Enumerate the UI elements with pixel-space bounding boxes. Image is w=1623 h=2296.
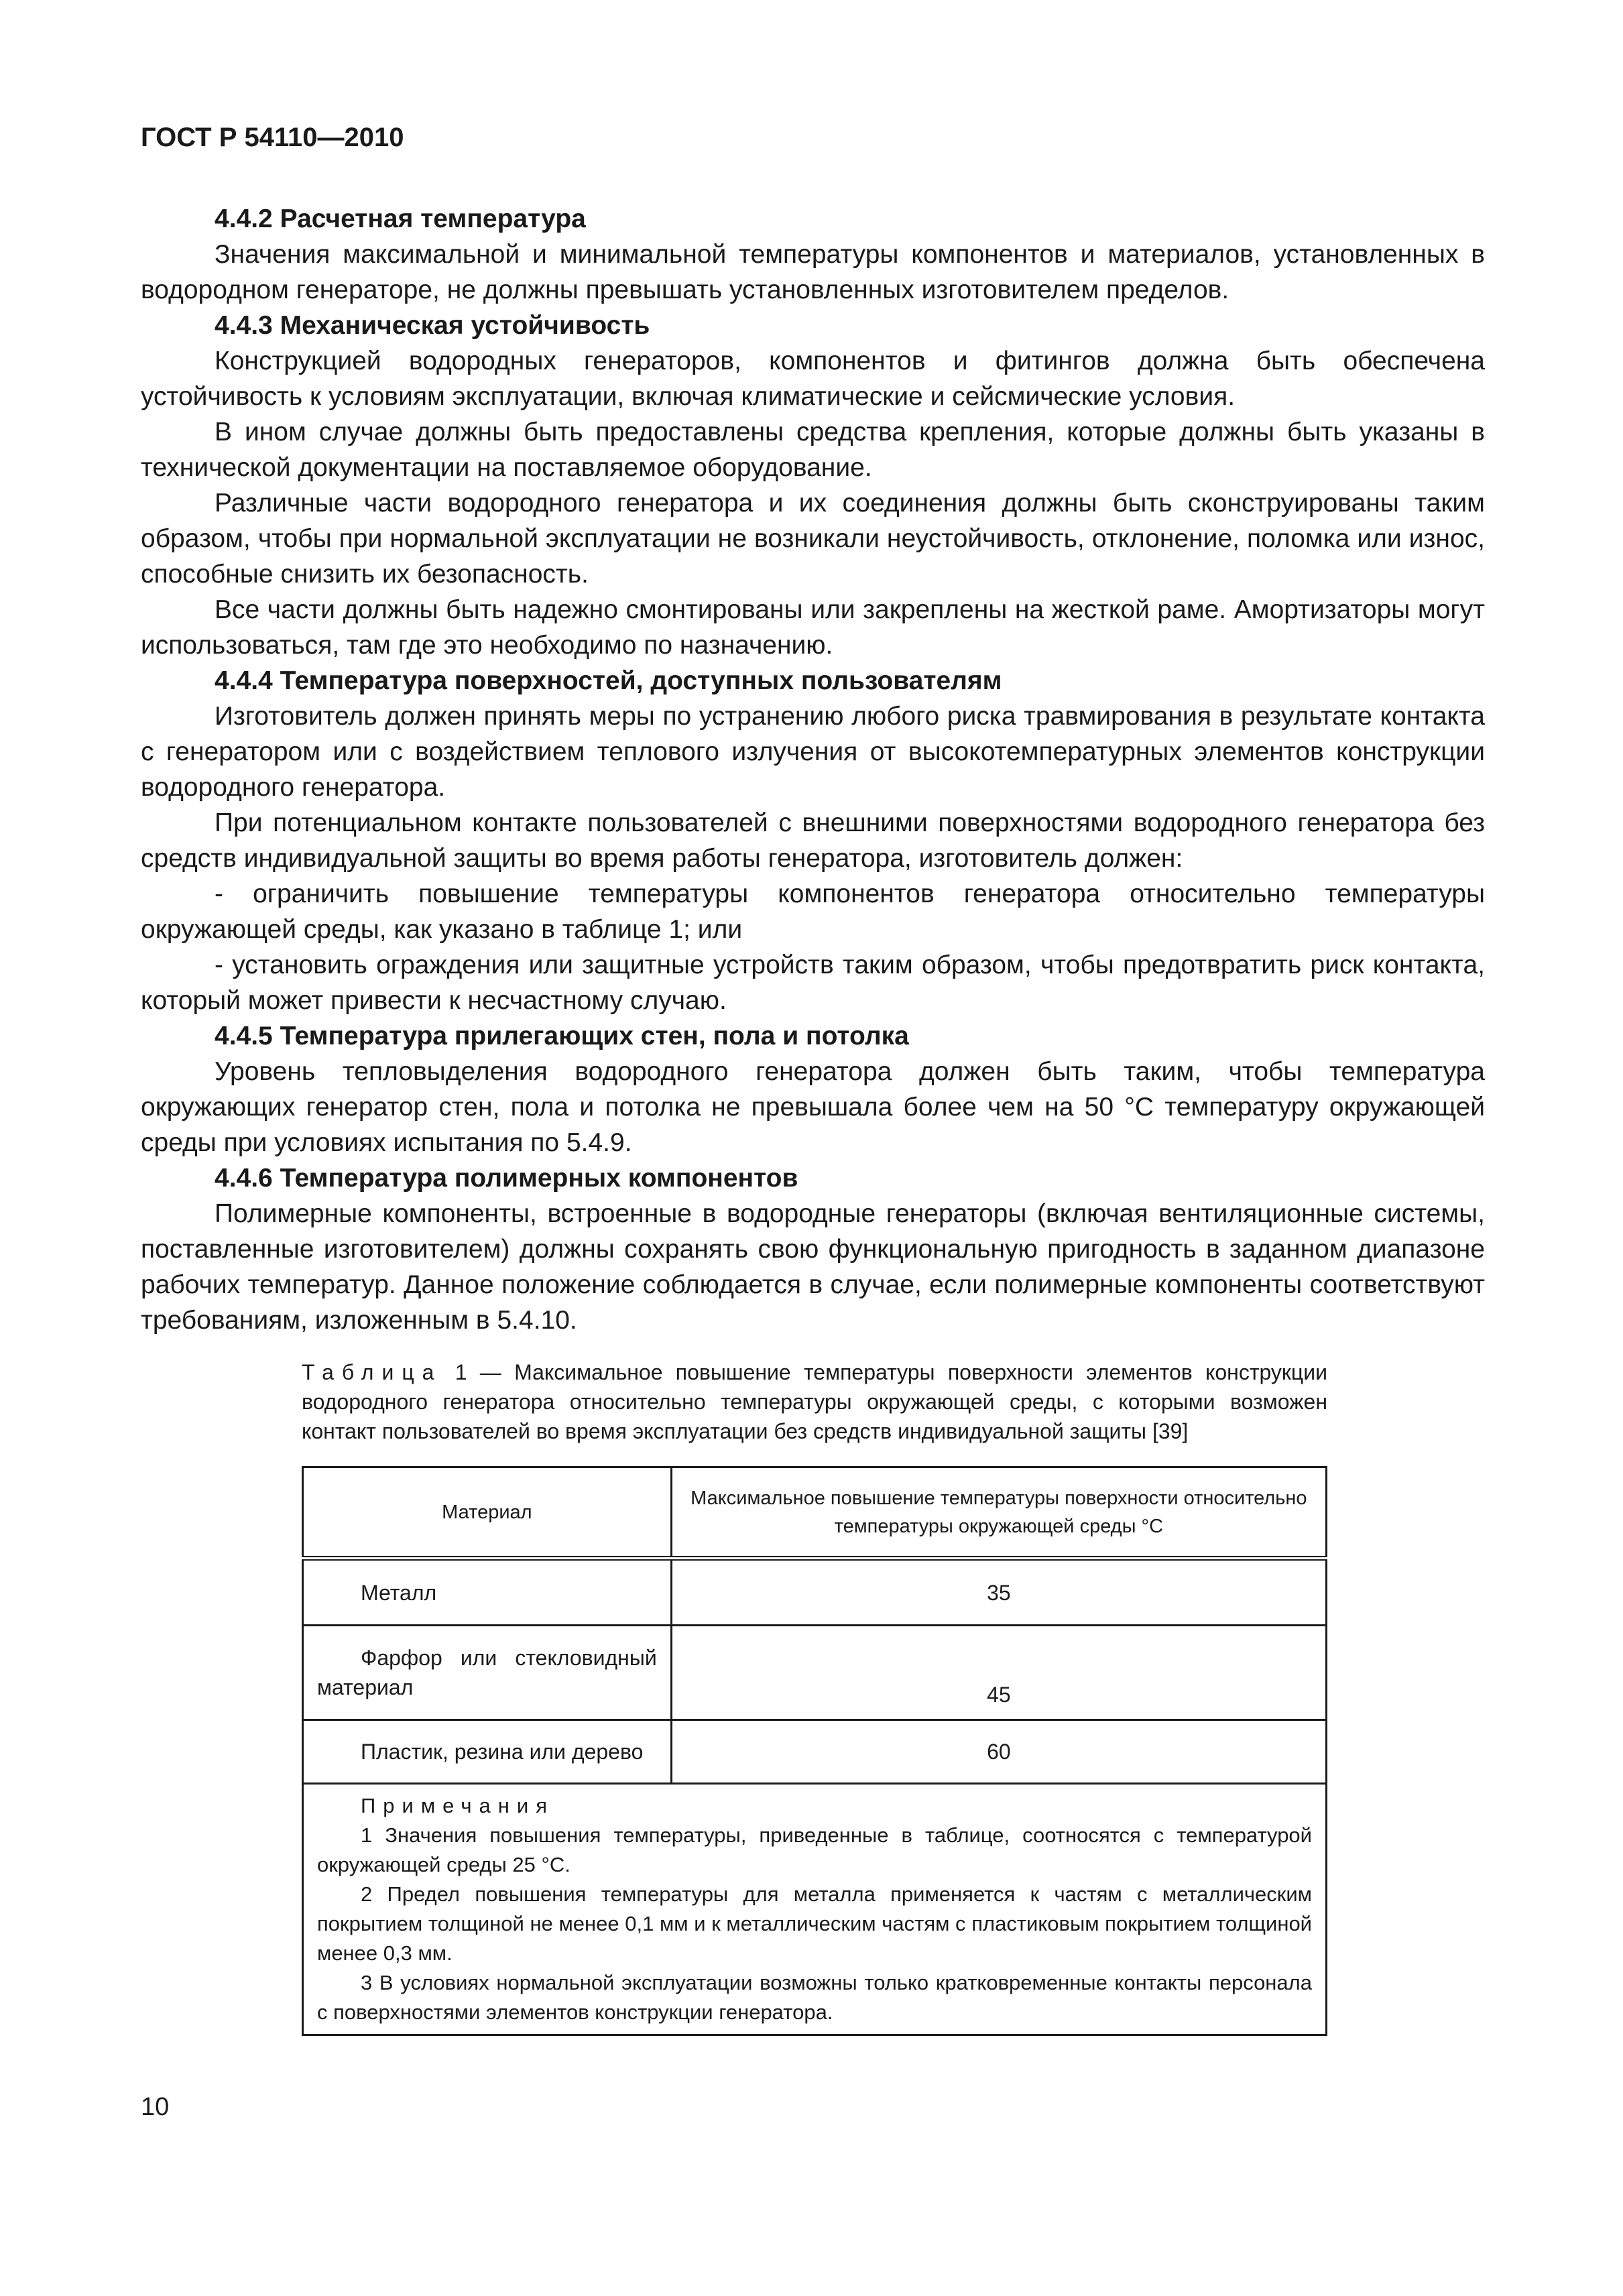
- material-cell: [303, 1626, 672, 1720]
- section-heading: 4.4.3 Механическая устойчивость: [215, 311, 650, 340]
- table-row: [303, 1559, 1327, 1626]
- table-caption: [302, 1357, 1327, 1446]
- paragraph: Значения максимальной и минимальной температуры компонентов и материалов, установленных в водородном генераторе, не должны превышать установленных изготовителем пределов.: [141, 240, 1485, 304]
- section-heading: 4.4.4 Температура поверхностей, доступных пользователям: [215, 666, 1002, 695]
- table-caption-label: Таблица: [302, 1360, 442, 1384]
- section-heading: 4.4.5 Температура прилегающих стен, пола и потолка: [215, 1022, 909, 1050]
- paragraph: Уровень тепловыделения водородного генератора должен быть таким, чтобы температура окружающих генератор стен, пола и потолка не превышала более чем на 50 °С температуру окружающей среды при условиях испытания по 5.4.9.: [141, 1057, 1485, 1157]
- value-cell: 60: [671, 1720, 1326, 1784]
- list-item: - установить ограждения или защитные устройств таким образом, чтобы предотвратить риск контакта, который может привести к несчастному случаю.: [141, 951, 1485, 1015]
- column-header-material: Материал: [303, 1467, 672, 1559]
- paragraph: Все части должны быть надежно смонтированы или закреплены на жесткой раме. Амортизаторы могут использоваться, там где это необходимо по назначению.: [141, 595, 1485, 660]
- note-item: 3 В условиях нормальной эксплуатации возможны только кратковременные контакты персонала с поверхностями элементов конструкции генератора.: [317, 1971, 1312, 2024]
- paragraph: Конструкцией водородных генераторов, компонентов и фитингов должна быть обеспечена устойчивость к условиям эксплуатации, включая климатические и сейсмические условия.: [141, 347, 1485, 411]
- section-4-4-6: [141, 1160, 1485, 1338]
- table-header-row: [303, 1467, 1327, 1559]
- column-header-max-rise: Максимальное повышение температуры поверхности относительно температуры окружающей среды °С: [671, 1467, 1326, 1559]
- section-4-4-4: [141, 663, 1485, 1018]
- material-name: Металл: [361, 1580, 437, 1605]
- section-heading: 4.4.2 Расчетная температура: [215, 204, 586, 233]
- standard-code-header: ГОСТ Р 54110—2010: [141, 123, 404, 152]
- table-caption-text: 1 — Максимальное повышение температуры поверхности элементов конструкции водородного генератора относительно температуры окружающей среды, с которыми возможен контакт пользователей во время эксплуатации без средств индивидуальной защиты [39]: [302, 1360, 1327, 1443]
- page-number: 10: [141, 2093, 170, 2121]
- material-cell: [303, 1559, 672, 1626]
- material-cell: [303, 1720, 672, 1784]
- list-item: - ограничить повышение температуры компонентов генератора относительно температуры окружающей среды, как указано в таблице 1; или: [141, 880, 1485, 944]
- body-text: [141, 201, 1485, 1338]
- paragraph: Различные части водородного генератора и их соединения должны быть сконструированы таким образом, чтобы при нормальной эксплуатации не возникали неустойчивость, отклонение, поломка или износ, способные снизить их безопасность.: [141, 489, 1485, 589]
- material-name: Пластик, резина или дерево: [361, 1740, 644, 1764]
- paragraph: Полимерные компоненты, встроенные в водородные генераторы (включая вентиляционные системы, поставленные изготовителем) должны сохранять свою функциональную пригодность в заданном диапазоне рабочих температур. Данное положение соблюдается в случае, если полимерные компоненты соответствуют требованиям, изложенным в 5.4.10.: [141, 1199, 1485, 1335]
- section-4-4-5: [141, 1018, 1485, 1160]
- table-1-block: [302, 1357, 1327, 2036]
- paragraph: В ином случае должны быть предоставлены средства крепления, которые должны быть указаны в технической документации на поставляемое оборудование.: [141, 418, 1485, 482]
- paragraph: При потенциальном контакте пользователей с внешними поверхностями водородного генератора без средств индивидуальной защиты во время работы генератора, изготовитель должен:: [141, 808, 1485, 873]
- section-4-4-2: [141, 201, 1485, 308]
- note-item: 2 Предел повышения температуры для металла применяется к частям с металлическим покрытием толщиной не менее 0,1 мм и к металлическим частям с пластиковым покрытием толщиной менее 0,3 мм.: [317, 1882, 1312, 1965]
- section-heading: 4.4.6 Температура полимерных компонентов: [215, 1164, 798, 1193]
- table-row: [303, 1626, 1327, 1720]
- note-item: 1 Значения повышения температуры, приведенные в таблице, соотносятся с температурой окружающей среды 25 °С.: [317, 1823, 1312, 1876]
- table-notes: [303, 1784, 1327, 2035]
- value-cell: 35: [671, 1559, 1326, 1626]
- section-4-4-3: [141, 308, 1485, 663]
- paragraph: Изготовитель должен принять меры по устранению любого риска травмирования в результате контакта с генератором или с воздействием теплового излучения от высокотемпературных элементов конструкции водородного генератора.: [141, 702, 1485, 802]
- table-notes-row: [303, 1784, 1327, 2035]
- value-cell: 45: [671, 1626, 1326, 1720]
- table-row: [303, 1720, 1327, 1784]
- table-1: [302, 1466, 1327, 2036]
- notes-title: Примечания: [361, 1794, 554, 1817]
- material-name: Фарфор или стекловидный материал: [317, 1646, 657, 1699]
